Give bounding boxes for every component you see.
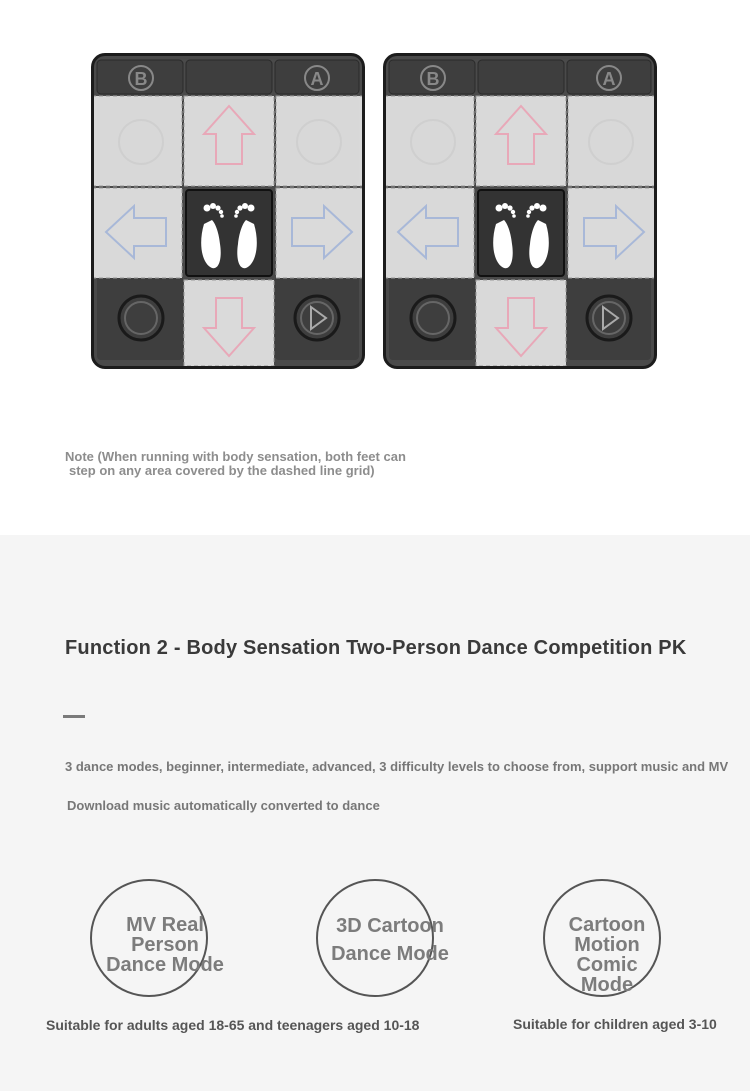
mat-right-header-b: B	[426, 69, 440, 89]
mat-right-graphic	[386, 56, 654, 366]
mode-description-adults: Suitable for adults aged 18-65 and teenagers aged 10-18	[46, 1017, 420, 1033]
mat-left-header-b: B	[134, 69, 148, 89]
mat-left-graphic	[94, 56, 362, 366]
grid-note	[65, 450, 485, 478]
grid-note-line1: Note (When running with body sensation, both feet can	[65, 449, 406, 464]
mode-label-comic: Cartoon Motion Comic Mode	[568, 914, 646, 996]
mat-right-header-a: A	[602, 69, 616, 89]
function-description-line1: 3 dance modes, beginner, intermediate, advanced, 3 difficulty levels to choose from, support music and MV	[65, 759, 729, 774]
function-title: Function 2 - Body Sensation Two-Person Dance Competition PK	[65, 637, 687, 659]
function-description-line2: Download music automatically converted to dance	[67, 798, 380, 813]
mode-label-3d: 3D Cartoon Dance Mode	[331, 915, 449, 965]
mat-illustration-section	[0, 0, 750, 535]
mode-label-mv: MV Real Person Dance Mode	[106, 914, 224, 976]
function-section	[0, 535, 750, 1091]
dance-mat-right	[383, 53, 657, 369]
mode-description-children: Suitable for children aged 3-10	[513, 1016, 717, 1032]
grid-note-line2: step on any area covered by the dashed line grid)	[69, 463, 375, 478]
mat-left-header-a: A	[310, 69, 324, 89]
title-divider	[63, 715, 85, 718]
dance-mat-left	[91, 53, 365, 369]
